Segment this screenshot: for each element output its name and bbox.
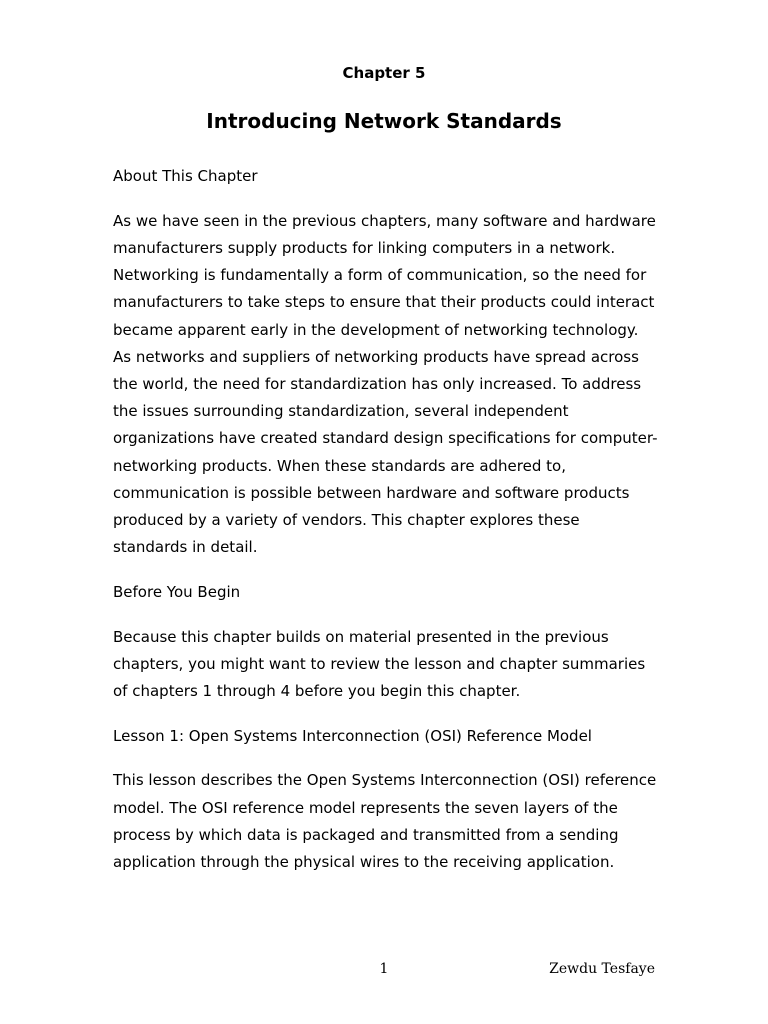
page-number: 1 xyxy=(379,961,389,977)
section-heading-lesson-1: Lesson 1: Open Systems Interconnection (OSI) Reference Model xyxy=(113,726,592,745)
section-heading-before-you-begin: Before You Begin xyxy=(113,582,241,601)
footer-author: Zewdu Tesfaye xyxy=(549,961,655,977)
section-paragraph-before-you-begin: Because this chapter builds on material presented in the previous chapters, you might want to review the lesson and chapter summaries of chapters 1 through 4 before you begin this chapter. xyxy=(113,627,646,700)
chapter-title: Introducing Network Standards xyxy=(206,109,562,133)
chapter-label: Chapter 5 xyxy=(342,64,426,82)
section-heading-about: About This Chapter xyxy=(113,167,258,185)
document-body xyxy=(113,163,658,894)
section-paragraph-about: As we have seen in the previous chapters, many software and hardware manufacturers supply products for linking computers in a network. Networking is fundamentally a form of communication, so the need for manufacturers to take steps to ensure that their products could interact became apparent early in the development of networking technology. As networks and suppliers of networking products have spread across the world, the need for standardization has only increased. To address the issues surrounding standardization, several independent organizations have created standard design specifications for computer-networking products. When these standards are adhered to, communication is possible between hardware and software products produced by a variety of vendors. This chapter explores these standards in detail. xyxy=(113,211,658,557)
section-paragraph-lesson-1: This lesson describes the Open Systems Interconnection (OSI) reference model. The OSI reference model represents the seven layers of the process by which data is packaged and transmitted from a sending application through the physical wires to the receiving application. xyxy=(113,771,657,871)
